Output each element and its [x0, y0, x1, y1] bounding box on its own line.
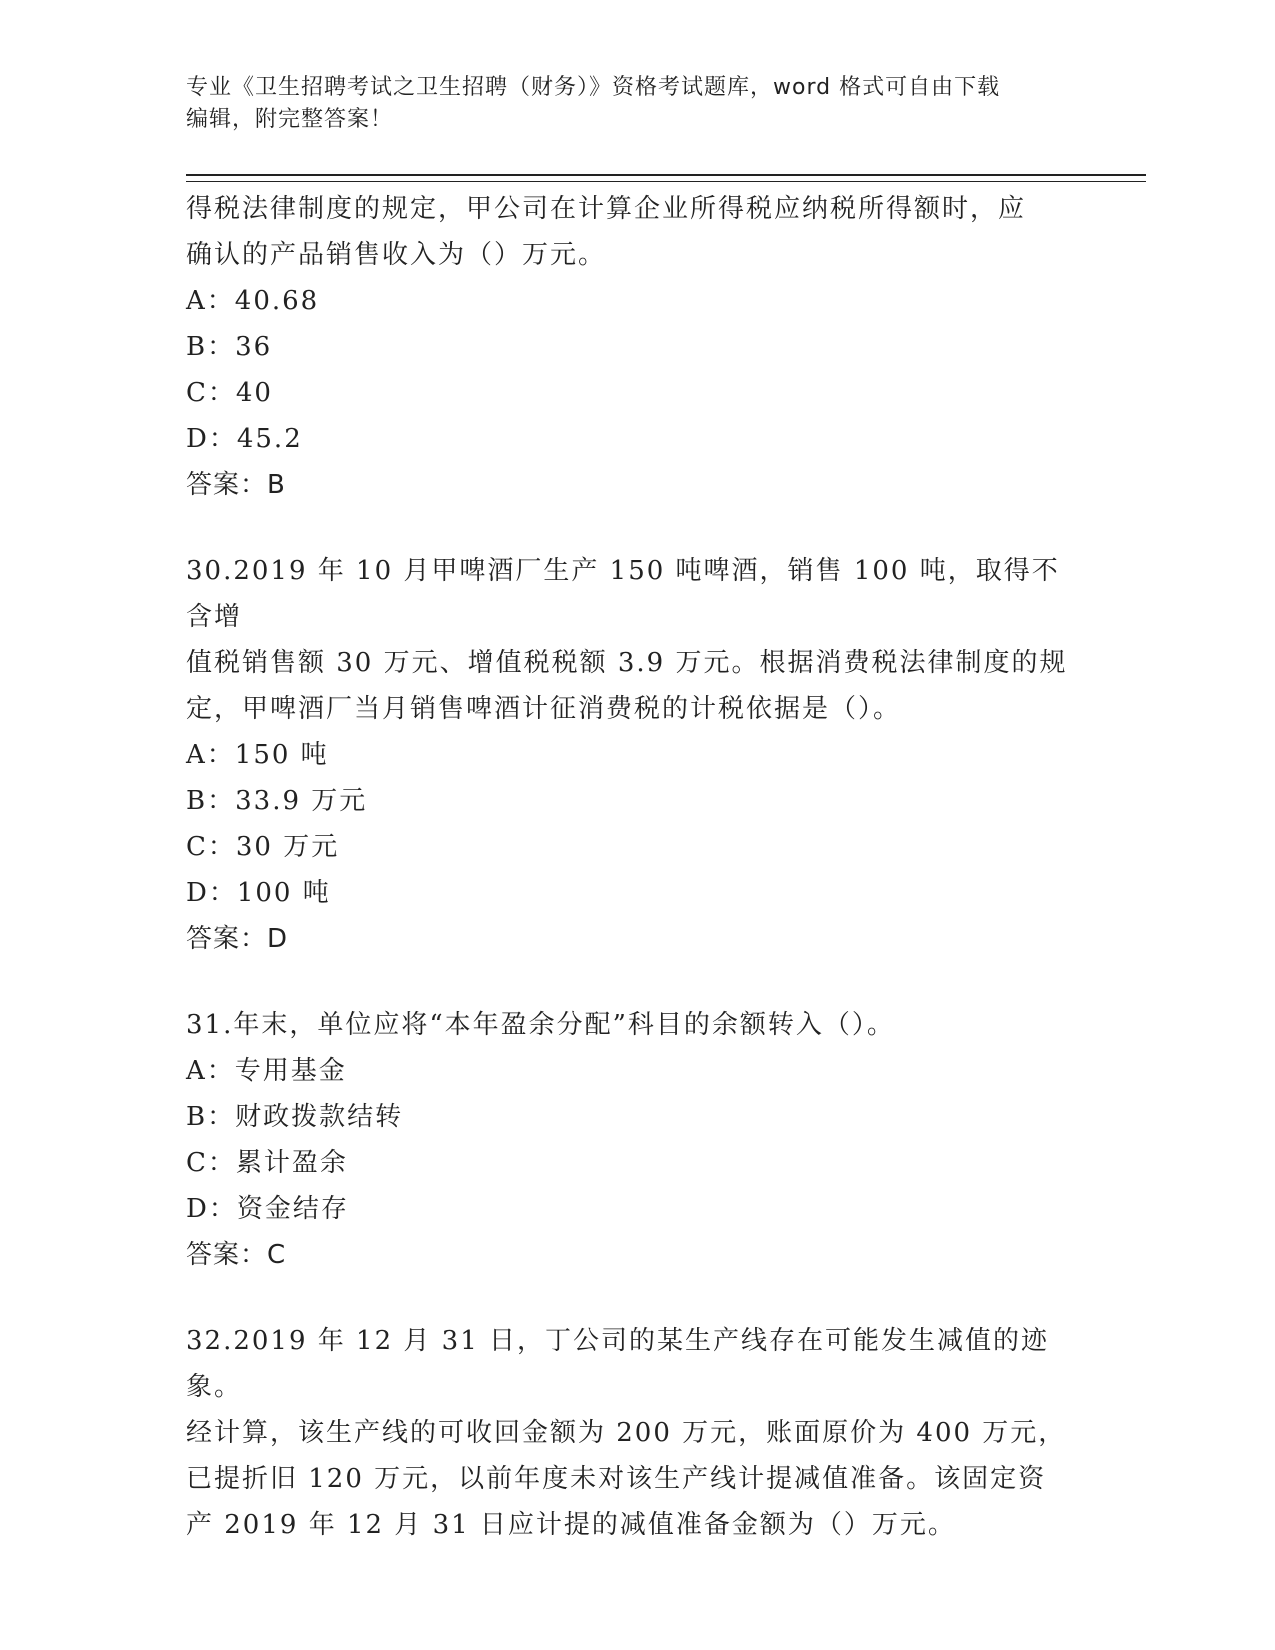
question-line: 32.2019 年 12 月 31 日，丁公司的某生产线存在可能发生减值的迹象。	[186, 1326, 1050, 1402]
option-a: A：专用基金	[186, 1056, 347, 1086]
option-c: C：累计盈余	[186, 1148, 348, 1178]
option-d: D：资金结存	[186, 1194, 349, 1224]
question-line: 定，甲啤酒厂当月销售啤酒计征消费税的计税依据是（）。	[186, 694, 902, 724]
question-line: 确认的产品销售收入为（）万元。	[186, 240, 607, 270]
question-block	[186, 186, 1086, 508]
answer: 答案：C	[186, 1240, 287, 1270]
question-block	[186, 1318, 1086, 1548]
answer: 答案：D	[186, 924, 289, 954]
question-line: 经计算，该生产线的可收回金额为 200 万元，账面原价为 400 万元，	[186, 1418, 1067, 1448]
page-header	[186, 72, 1086, 136]
option-b: B：36	[186, 332, 273, 362]
question-list	[186, 186, 1086, 1548]
question-line: 已提折旧 120 万元，以前年度未对该生产线计提减值准备。该固定资	[186, 1464, 1047, 1494]
header-rule-thick	[186, 174, 1146, 176]
option-d: D：100 吨	[186, 878, 331, 908]
question-line: 31.年末，单位应将“本年盈余分配”科目的余额转入（）。	[186, 1010, 895, 1040]
option-a: A：40.68	[186, 286, 320, 316]
question-line: 30.2019 年 10 月甲啤酒厂生产 150 吨啤酒，销售 100 吨，取得不含增	[186, 556, 1060, 632]
option-c: C：30 万元	[186, 832, 340, 862]
option-c: C：40	[186, 378, 273, 408]
header-line-1: 专业《卫生招聘考试之卫生招聘（财务）》资格考试题库，word 格式可自由下载	[186, 75, 1001, 100]
option-a: A：150 吨	[186, 740, 329, 770]
option-b: B：33.9 万元	[186, 786, 368, 816]
option-d: D：45.2	[186, 424, 303, 454]
question-line: 得税法律制度的规定，甲公司在计算企业所得税应纳税所得额时，应	[186, 194, 1027, 224]
question-line: 产 2019 年 12 月 31 日应计提的减值准备金额为（）万元。	[186, 1510, 956, 1540]
header-rule-thin	[186, 181, 1146, 182]
option-b: B：财政拨款结转	[186, 1102, 404, 1132]
question-block	[186, 1002, 1086, 1278]
header-line-2: 编辑，附完整答案！	[186, 107, 394, 132]
answer: 答案：B	[186, 470, 286, 500]
question-line: 值税销售额 30 万元、增值税税额 3.9 万元。根据消费税法律制度的规	[186, 648, 1068, 678]
question-block	[186, 548, 1086, 962]
